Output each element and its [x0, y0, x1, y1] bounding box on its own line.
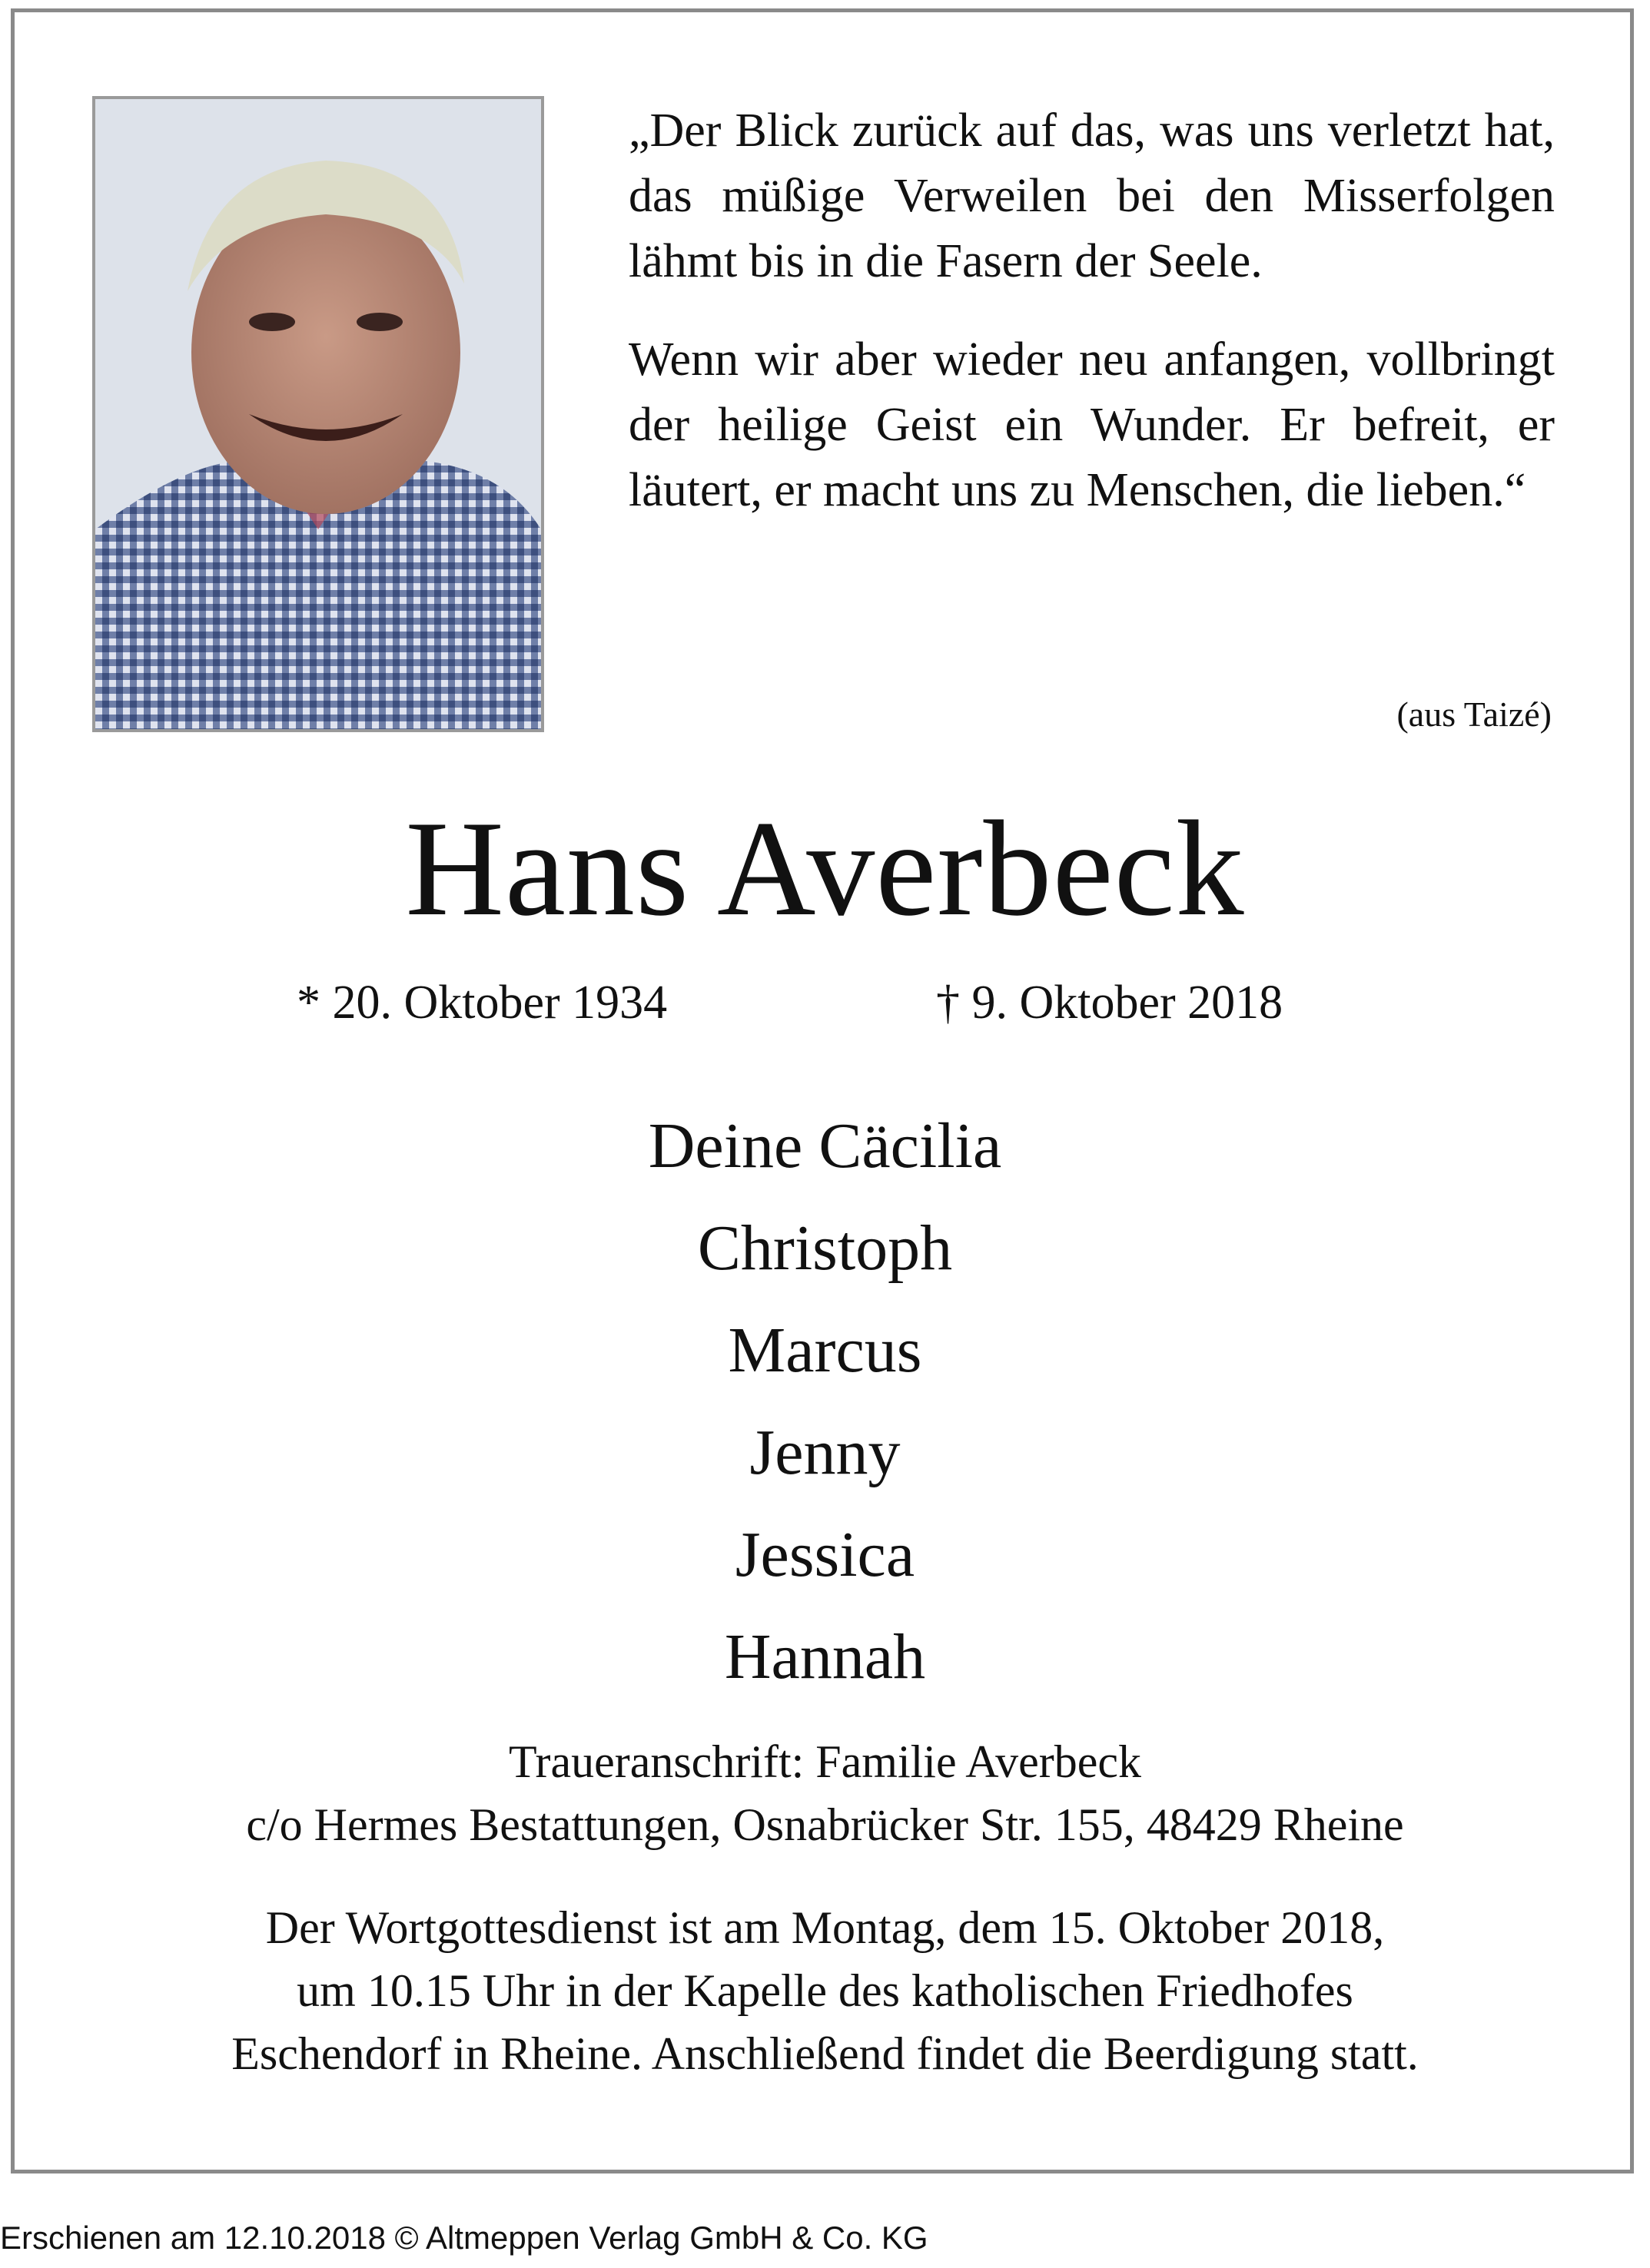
mourner-name: Jessica	[735, 1519, 915, 1590]
quote-paragraph: „Der Blick zurück auf das, was uns verletzt hat, das müßige Verweilen bei den Misserfolgen lähmt bis in die Fasern der Seele.	[629, 104, 1555, 287]
death-date: † 9. Oktober 2018	[936, 976, 1283, 1029]
service-line: Eschendorf in Rheine. Anschließend findet die Beerdigung statt.	[231, 2028, 1419, 2079]
mourner-name: Jenny	[749, 1417, 901, 1488]
mourner-name: Marcus	[728, 1315, 922, 1386]
quote-paragraph: Wenn wir aber wieder neu anfangen, vollbringt der heilige Geist ein Wunder. Er befreit, er läutert, er macht uns zu Menschen, die lieben.“	[629, 333, 1555, 516]
mourner-name: Hannah	[724, 1621, 926, 1693]
portrait-photo	[92, 96, 544, 732]
address-line: Traueranschrift: Familie Averbeck	[508, 1736, 1142, 1787]
publication-footer: Erschienen am 12.10.2018 © Altmeppen Verlag GmbH & Co. KG	[0, 2220, 928, 2256]
portrait-image	[95, 99, 541, 729]
birth-date: * 20. Oktober 1934	[297, 976, 668, 1029]
service-line: Der Wortgottesdienst ist am Montag, dem 15. Oktober 2018,	[265, 1902, 1385, 1953]
mourning-address	[0, 1730, 1650, 1856]
deceased-name: Hans Averbeck	[405, 792, 1245, 944]
mourner-name: Christoph	[697, 1212, 953, 1284]
service-line: um 10.15 Uhr in der Kapelle des katholischen Friedhofes	[297, 1965, 1353, 2016]
mourners-list	[0, 1095, 1650, 1708]
address-line: c/o Hermes Bestattungen, Osnabrücker Str. 155, 48429 Rheine	[246, 1799, 1404, 1850]
service-info	[0, 1896, 1650, 2085]
mourner-name: Deine Cäcilia	[648, 1110, 1002, 1182]
quote-block	[629, 98, 1555, 523]
quote-source: (aus Taizé)	[1396, 695, 1552, 734]
